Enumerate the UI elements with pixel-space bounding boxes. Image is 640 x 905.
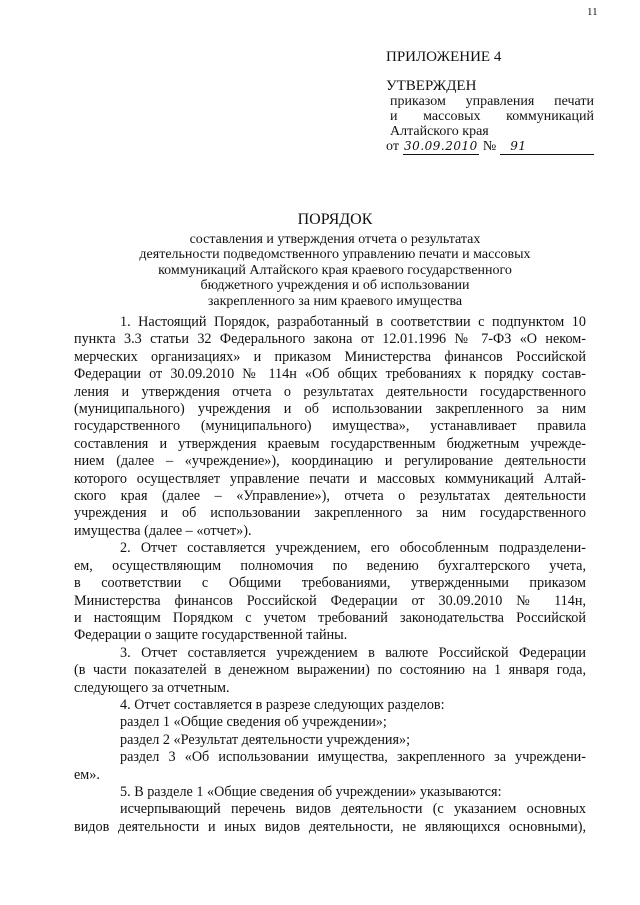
document-title: ПОРЯДОК	[297, 211, 373, 228]
body-line: исчерпывающий перечень видов деятельности (с указанием основных	[120, 801, 586, 818]
body-line: 4. Отчет составляется в разрезе следующих разделов:	[120, 696, 445, 713]
handwritten-order-number: 91	[500, 139, 594, 155]
body-line: пункта 3.3 статьи 32 Федерального закона от 12.01.1996 № 7-ФЗ «О неком-	[74, 331, 586, 348]
body-line: Федерации от 30.09.2010 № 114н «Об общих требованиях к порядку состав-	[74, 366, 586, 383]
number-label: №	[482, 139, 497, 154]
approval-line: Алтайского края	[390, 124, 489, 139]
subtitle-line: коммуникаций Алтайского края краевого государственного	[158, 262, 512, 278]
body-line: 2. Отчет составляется учреждением, его обособленным подразделени-	[120, 540, 586, 557]
body-line: нием (далее – «учреждение»), координацию и регулирование деятельности	[74, 453, 586, 470]
body-line: учреждения и об использовании закрепленного за ним государственного	[74, 505, 586, 522]
body-line: мерческих организациях» и приказом Министерства финансов Российской	[74, 348, 586, 365]
handwritten-date: 30.09.2010	[404, 139, 478, 153]
body-line: ем, осуществляющим полномочия по ведению бухгалтерского учета,	[74, 557, 586, 574]
subtitle-line: бюджетного учреждения и об использовании	[200, 278, 470, 293]
body-line: (муниципального) учреждения и об использовании закрепленного за ним	[74, 401, 586, 418]
body-line: Министерства финансов Российской Федерации от 30.09.2010 № 114н,	[74, 592, 586, 609]
body-line: видов деятельности и иных видов деятельности, не являющихся основными),	[74, 818, 586, 835]
approval-line: приказом управления печати	[390, 94, 594, 109]
body-line: 3. Отчет составляется учреждением в валюте Российской Федерации	[120, 644, 586, 661]
body-line: раздел 1 «Общие сведения об учреждении»;	[120, 714, 387, 731]
body-line: 5. В разделе 1 «Общие сведения об учреждении» указываются:	[120, 783, 502, 800]
from-label: от	[386, 139, 399, 154]
order-date-line	[386, 139, 594, 155]
page-number: 11	[587, 6, 598, 18]
approved-label: УТВЕРЖДЕН	[386, 78, 477, 94]
document-body	[74, 314, 586, 836]
body-line: раздел 2 «Результат деятельности учреждения»;	[120, 731, 411, 748]
subtitle-line: деятельности подведомственного управлению печати и массовых	[139, 247, 531, 262]
document-title-block	[90, 212, 580, 309]
appendix-label: ПРИЛОЖЕНИЕ 4	[386, 49, 502, 65]
body-line: ем».	[74, 766, 100, 783]
body-line: в соответствии с Общими требованиями, утвержденными приказом	[74, 575, 586, 592]
body-line: Федерации о защите государственной тайны.	[74, 627, 348, 644]
subtitle-line: закрепленного за ним краевого имущества	[207, 293, 463, 309]
body-line: составления и утверждения краевым государственным бюджетным учрежде-	[74, 435, 586, 452]
body-line: ления и утверждения отчета о результатах деятельности государственного	[74, 383, 586, 400]
subtitle-line: составления и утверждения отчета о результатах	[189, 231, 481, 247]
body-line: государственного (муниципального) имущества», устанавливает правила	[74, 418, 586, 435]
body-line: раздел 3 «Об использовании имущества, закрепленного за учреждени-	[120, 749, 586, 766]
approval-block	[386, 50, 594, 155]
body-line: (в части показателей в денежном выражении) по состоянию на 1 января года,	[74, 662, 586, 679]
approval-line: и массовых коммуникаций	[390, 109, 594, 124]
body-line: и настоящим Порядком с учетом требований законодательства Российской	[74, 609, 586, 626]
body-line: имущества (далее – «отчет»).	[74, 522, 252, 539]
body-line: ского края (далее – «Управление»), отчета о результатах деятельности	[74, 488, 586, 505]
body-line: которого осуществляет управление печати и массовых коммуникаций Алтай-	[74, 470, 586, 487]
body-line: 1. Настоящий Порядок, разработанный в соответствии с подпунктом 10	[120, 314, 586, 330]
body-line: следующего за отчетным.	[74, 679, 230, 696]
